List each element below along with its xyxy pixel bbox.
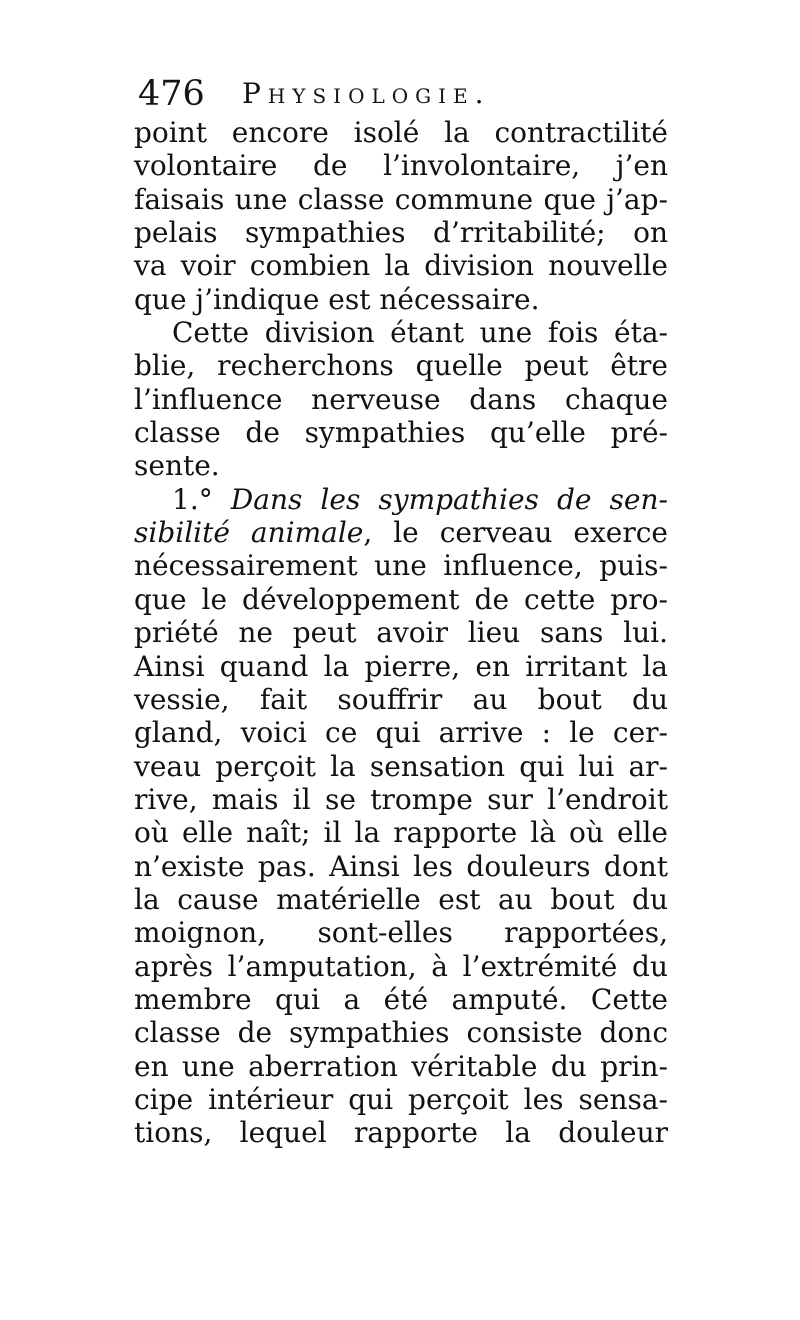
text-line: [134, 449, 668, 482]
text-segment: vessie, fait souffrir au bout du: [134, 682, 668, 716]
text-line: [134, 416, 668, 449]
text-line: [134, 783, 668, 816]
text-segment: veau perçoit la sensation qui lui ar-: [134, 749, 668, 783]
text-segment: sente.: [134, 449, 220, 483]
text-segment: membre qui a été amputé. Cette: [134, 982, 668, 1016]
text-line: [134, 216, 668, 249]
italic-text-segment: sibilité animale: [134, 516, 364, 550]
text-segment: priété ne peut avoir lieu sans lui.: [134, 616, 668, 650]
text-segment: volontaire de l’involontaire, j’en: [134, 149, 668, 183]
text-line: [134, 950, 668, 983]
text-line: [134, 1016, 668, 1049]
text-line: [134, 1050, 668, 1083]
text-line: [134, 1083, 668, 1116]
text-line: [134, 249, 668, 282]
text-segment: va voir combien la division nouvelle: [134, 249, 668, 283]
text-line: [134, 583, 668, 616]
text-line: [134, 983, 668, 1016]
text-segment: tions, lequel rapporte la douleur: [134, 1116, 668, 1150]
text-segment: blie, recherchons quelle peut être: [134, 349, 668, 383]
running-title: Physiologie.: [242, 77, 491, 110]
text-segment: où elle naît; il la rapporte là où elle: [134, 816, 668, 850]
body-text: [134, 116, 668, 1150]
text-segment: n’existe pas. Ainsi les douleurs dont: [134, 849, 668, 883]
text-segment: que j’indique est nécessaire.: [134, 282, 540, 316]
text-segment: rive, mais il se trompe sur l’endroit: [134, 782, 668, 816]
italic-text-segment: Dans les sympathies de sen-: [230, 482, 668, 516]
text-segment: , le cerveau exerce: [363, 516, 668, 550]
text-line: [134, 516, 668, 549]
text-line: [134, 283, 668, 316]
text-segment: Cette division étant une fois éta-: [172, 316, 668, 350]
text-segment: classe de sympathies consiste donc: [134, 1016, 668, 1050]
text-segment: en une aberration véritable du prin-: [134, 1049, 668, 1083]
text-line: [134, 916, 668, 949]
text-line: [134, 816, 668, 849]
text-line: [134, 149, 668, 182]
text-line: [134, 1116, 668, 1149]
text-line: [134, 683, 668, 716]
text-line: [134, 716, 668, 749]
text-segment: classe de sympathies qu’elle pré-: [134, 416, 668, 450]
text-line: [134, 183, 668, 216]
text-segment: faisais une classe commune que j’ap-: [134, 182, 668, 216]
text-line: [134, 883, 668, 916]
text-line: [134, 750, 668, 783]
text-line: [134, 850, 668, 883]
text-segment: que le développement de cette pro-: [134, 582, 668, 616]
text-segment: la cause matérielle est au bout du: [134, 882, 668, 916]
text-segment: moignon, sont-elles rapportées,: [134, 916, 668, 950]
text-segment: Ainsi quand la pierre, en irritant la: [134, 649, 668, 683]
text-line: [134, 383, 668, 416]
page-number: 476: [138, 74, 205, 114]
text-segment: 1.°: [172, 482, 231, 516]
text-segment: point encore isolé la contractilité: [134, 116, 668, 149]
text-segment: cipe intérieur qui perçoit les sensa-: [134, 1082, 668, 1116]
text-line: [134, 650, 668, 683]
text-line: [134, 349, 668, 382]
text-segment: après l’amputation, à l’extrémité du: [134, 949, 668, 983]
text-segment: l’influence nerveuse dans chaque: [134, 382, 668, 416]
text-line: [134, 316, 668, 349]
text-line: [134, 483, 668, 516]
text-line: [134, 549, 668, 582]
text-segment: nécessairement une influence, puis-: [134, 549, 668, 583]
text-segment: pelais sympathies d’rritabilité; on: [134, 216, 668, 250]
text-segment: gland, voici ce qui arrive : le cer-: [134, 716, 668, 750]
text-line: [134, 616, 668, 649]
page-header: [138, 72, 678, 116]
text-line: [134, 116, 668, 149]
